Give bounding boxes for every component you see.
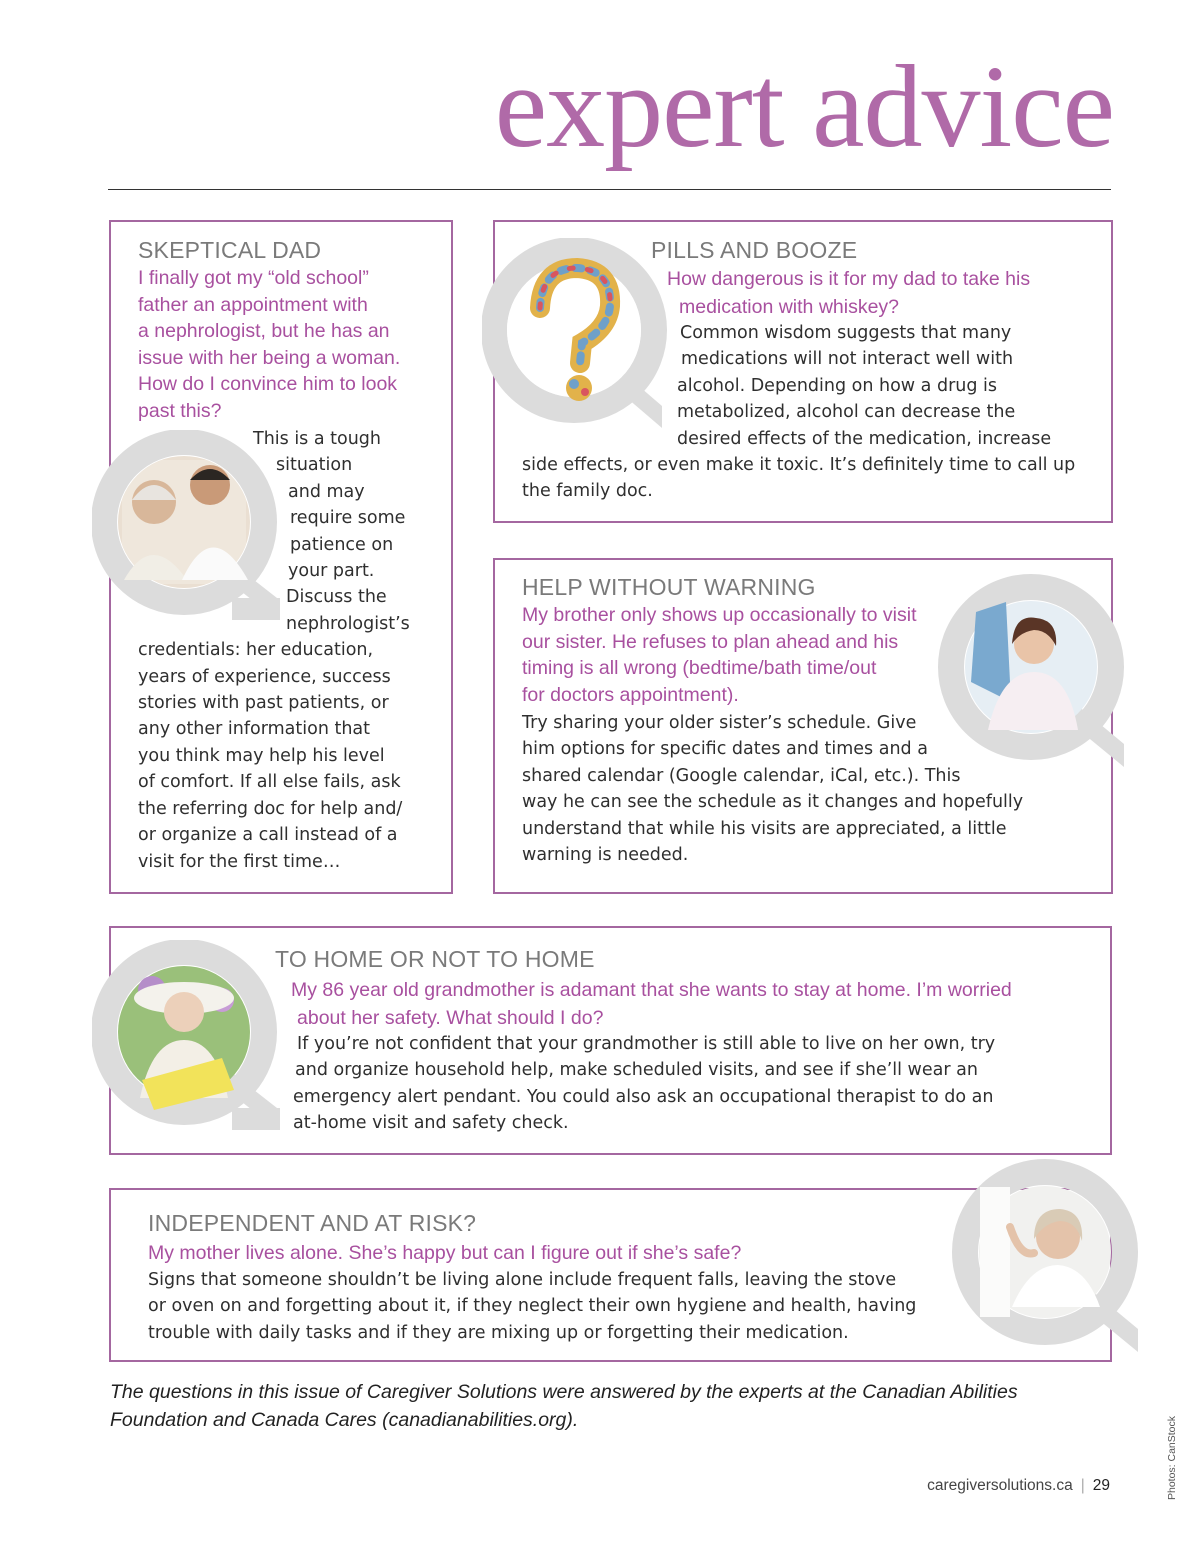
card-answer: Signs that someone shouldn’t be living alone include frequent falls, leaving the stove or oven on and forgetting about it, if they neglect their own hygiene and health, having trouble with daily tasks and if they are mixing up or forgetting their medication. xyxy=(148,1270,917,1343)
photo-credit: Photos: CanStock xyxy=(1166,1415,1179,1501)
title-divider xyxy=(108,189,1111,190)
card-heading: HELP WITHOUT WARNING xyxy=(522,574,816,600)
card-answer: This is a tough situation and may require some patience on your part. Discuss the nephrologist’s credentials: her education, years of experience, success stories with past patients, or any other information that you think may help his level of comfort. If all else fails, ask the referring doc for help and/ or organize a call instead of a visit for the first time… xyxy=(138,429,410,872)
card-answer: Try sharing your older sister’s schedule. Give him options for specific dates and times and a shared calendar (Google calendar, iCal, etc.). This way he can see the schedule as it changes and hopefully understand that while his visits are appreciated, a little warning is needed. xyxy=(522,713,1024,866)
card-heading: TO HOME OR NOT TO HOME xyxy=(275,946,595,972)
footer-site-link[interactable]: caregiversolutions.ca xyxy=(927,1477,1073,1494)
card-heading: PILLS AND BOOZE xyxy=(651,237,858,263)
card-heading: INDEPENDENT AND AT RISK? xyxy=(148,1210,477,1236)
page-footer xyxy=(927,1477,1110,1495)
card-answer: Common wisdom suggests that many medications will not interact well with alcohol. Depending on how a drug is metabolized, alcohol can decrease the desired effects of the medication, increase side effects, or even make it toxic. It’s definitely time to call up the family doc. xyxy=(522,323,1076,502)
card-question: How dangerous is it for my dad to take his medication with whiskey? xyxy=(667,268,1031,318)
card-answer: If you’re not confident that your grandmother is still able to live on her own, try and organize household help, make scheduled visits, and see if she’ll wear an emergency alert pendant. You could also ask an occupational therapist to do an at-home visit and safety check. xyxy=(293,1034,996,1134)
card-question: My 86 year old grandmother is adamant that she wants to stay at home. I’m worried about her safety. What should I do? xyxy=(291,979,1012,1029)
card-heading: SKEPTICAL DAD xyxy=(138,237,322,263)
page-title: expert advice xyxy=(494,41,1114,172)
card-question: I finally got my “old school” father an appointment with a nephrologist, but he has an issue with her being a woman. How do I convince him to look past this? xyxy=(138,267,401,422)
footnote: The questions in this issue of Caregiver Solutions were answered by the experts at the Canadian Abilities Foundation and Canada Cares (canadianabilities.org). xyxy=(110,1381,1018,1431)
card-question: My mother lives alone. She’s happy but can I figure out if she’s safe? xyxy=(148,1242,742,1264)
page-number: 29 xyxy=(1092,1477,1110,1494)
footer-separator: | xyxy=(1080,1477,1085,1494)
card-question: My brother only shows up occasionally to visit our sister. He refuses to plan ahead and his timing is all wrong (bedtime/bath time/out for doctors appointment). xyxy=(522,604,917,706)
